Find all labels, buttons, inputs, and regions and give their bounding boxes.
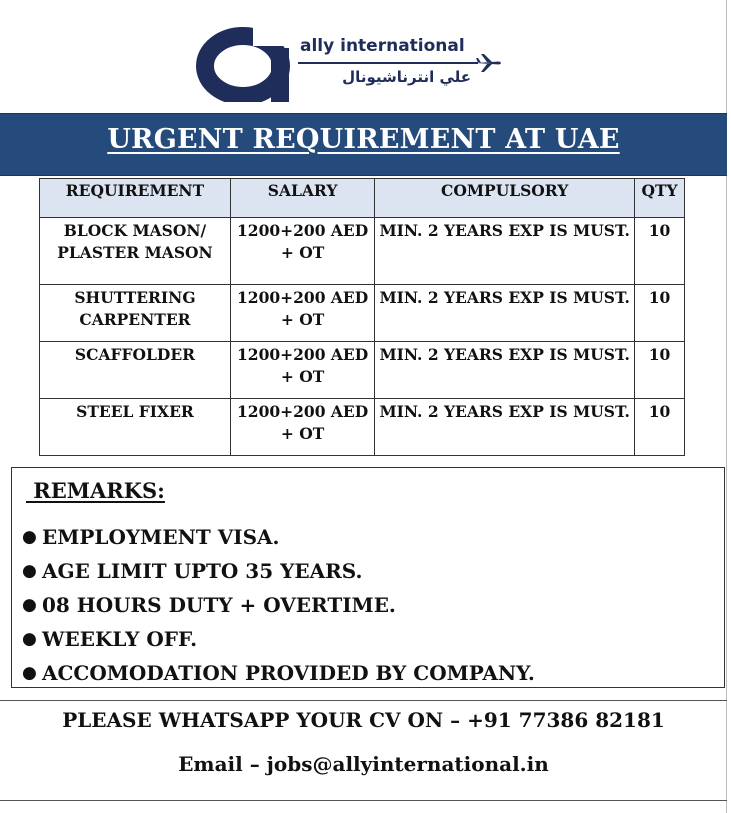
list-item [12, 588, 535, 622]
header-compulsory: COMPULSORY [375, 179, 635, 218]
cell-compulsory: MIN. 2 YEARS EXP IS MUST. [375, 285, 635, 342]
cell-requirement [40, 285, 231, 342]
cell-compulsory: MIN. 2 YEARS EXP IS MUST. [375, 342, 635, 399]
requirement-line-2: CARPENTER [79, 310, 191, 329]
company-logo [195, 26, 515, 106]
table-row [40, 218, 685, 285]
remarks-list [12, 520, 535, 690]
table-row [40, 399, 685, 456]
page-title: URGENT REQUIREMENT AT UAE [107, 124, 620, 155]
brand-divider [298, 62, 478, 64]
salary-line-1: 1200+200 AED [237, 345, 369, 364]
header-salary: SALARY [230, 179, 374, 218]
whatsapp-contact: PLEASE WHATSAPP YOUR CV ON – +91 77386 82181 [62, 708, 665, 732]
remark-text: AGE LIMIT UPTO 35 YEARS. [42, 559, 363, 583]
cell-qty: 10 [635, 399, 685, 456]
list-item [12, 656, 535, 690]
cell-salary [230, 399, 374, 456]
bullet-dot-icon: ● [22, 629, 37, 649]
table-row [40, 342, 685, 399]
salary-line-2: + OT [280, 243, 325, 262]
header-requirement: REQUIREMENT [40, 179, 231, 218]
footer-divider-top [0, 700, 727, 701]
cell-salary [230, 218, 374, 285]
airplane-icon [475, 53, 503, 73]
cell-compulsory: MIN. 2 YEARS EXP IS MUST. [375, 399, 635, 456]
salary-line-1: 1200+200 AED [237, 288, 369, 307]
footer-divider-bottom [0, 800, 727, 801]
salary-line-1: 1200+200 AED [237, 221, 369, 240]
cell-requirement [40, 218, 231, 285]
cell-salary [230, 342, 374, 399]
cell-requirement: STEEL FIXER [40, 399, 231, 456]
cell-qty: 10 [635, 342, 685, 399]
letter-a-logo-icon [195, 26, 295, 102]
requirement-line-1: SHUTTERING [74, 288, 196, 307]
requirements-table [39, 178, 685, 456]
list-item [12, 622, 535, 656]
remark-text: EMPLOYMENT VISA. [42, 525, 280, 549]
remarks-box [11, 467, 725, 688]
bullet-dot-icon: ● [22, 561, 37, 581]
cell-qty: 10 [635, 218, 685, 285]
list-item [12, 520, 535, 554]
bullet-dot-icon: ● [22, 527, 37, 547]
email-contact: Email – jobs@allyinternational.in [178, 752, 549, 776]
cell-salary [230, 285, 374, 342]
header-qty: QTY [635, 179, 685, 218]
remark-text: ACCOMODATION PROVIDED BY COMPANY. [42, 661, 535, 685]
salary-line-2: + OT [280, 424, 325, 443]
title-banner [0, 113, 727, 176]
cell-requirement: SCAFFOLDER [40, 342, 231, 399]
cell-compulsory: MIN. 2 YEARS EXP IS MUST. [375, 218, 635, 285]
salary-line-2: + OT [280, 367, 325, 386]
list-item [12, 554, 535, 588]
table-header-row [40, 179, 685, 218]
table-row [40, 285, 685, 342]
salary-line-2: + OT [280, 310, 325, 329]
requirement-line-2: PLASTER MASON [57, 243, 213, 262]
bullet-dot-icon: ● [22, 663, 37, 683]
salary-line-1: 1200+200 AED [237, 402, 369, 421]
remark-text: 08 HOURS DUTY + OVERTIME. [42, 593, 396, 617]
cell-qty: 10 [635, 285, 685, 342]
brand-name-arabic: علي انترناشيونال [342, 68, 471, 86]
requirement-line-1: BLOCK MASON/ [63, 221, 207, 240]
remarks-heading: REMARKS: [26, 478, 165, 503]
bullet-dot-icon: ● [22, 595, 37, 615]
brand-name-english: ally international [300, 36, 465, 56]
remark-text: WEEKLY OFF. [42, 627, 198, 651]
